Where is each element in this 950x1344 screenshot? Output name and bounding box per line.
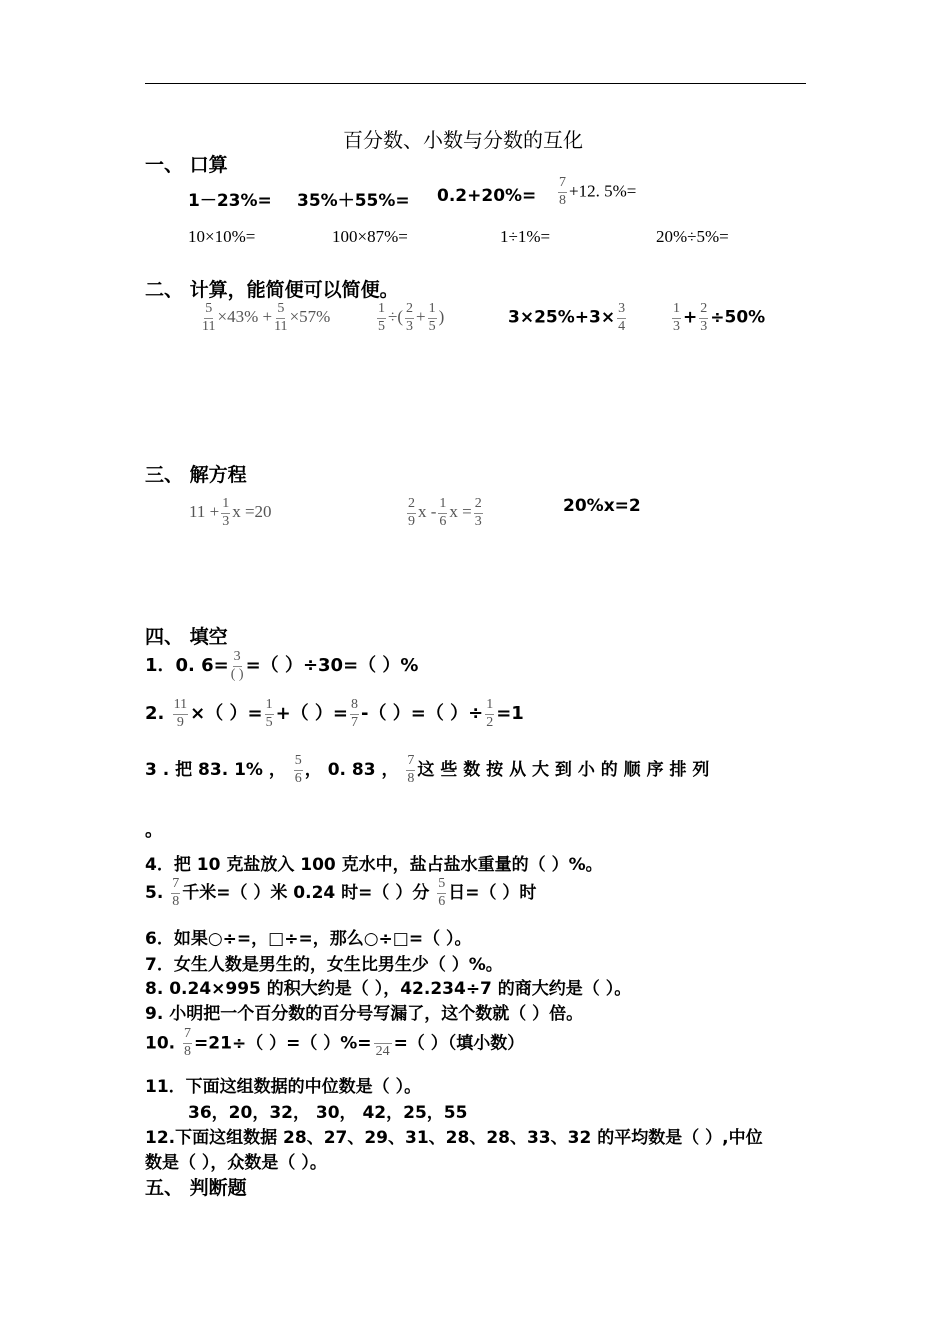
section-2-heading: 二、 计算，能简便可以简便。 [145, 279, 399, 301]
fill-item-12-cont: 数是（ ），众数是（ ）。 [145, 1153, 327, 1173]
equation-2: $\frac{2}{9}$ x - $\frac{1}{6}$ x = $\frac{2}{3}$ [408, 496, 482, 529]
section-1-heading: 一、 口算 [145, 154, 228, 176]
fill-item-1: 1．0. 6= $\frac{3}{( )}$ =（ ）÷30=（ ）% [145, 649, 419, 682]
oral-2: 35%＋55%= [297, 191, 410, 211]
section-5-heading: 五、 判断题 [145, 1177, 247, 1199]
section-3-heading: 三、 解方程 [145, 464, 247, 486]
fill-item-3-tail: 。 [145, 820, 163, 841]
fill-item-11: 11．下面这组数据的中位数是（ ）。 [145, 1077, 422, 1097]
fill-item-7: 7．女生人数是男生的，女生比男生少（ ）%。 [145, 955, 503, 975]
section-4-heading: 四、 填空 [145, 626, 228, 648]
fill-item-12: 12.下面这组数据 28、27、29、31、28、28、33、32 的平均数是（ ）,中位 [145, 1128, 763, 1148]
fill-item-2: 2. $\frac{11}{9}$ ×（ ）= $\frac{1}{5}$ +（ ）= $\frac{8}{7}$ -（ ）=（ ）÷ $\frac{1}{2}$ =1 [145, 697, 524, 730]
fill-item-9: 9. 小明把一个百分数的百分号写漏了，这个数就（ ）倍。 [145, 1004, 584, 1024]
oral-3: 0.2+20%= [437, 186, 537, 206]
fill-item-4: 4．把 10 克盐放入 100 克水中，盐占盐水重量的（ ）%。 [145, 855, 603, 875]
calc-3: 3×25%+3× $\frac{3}{4}$ [508, 301, 626, 334]
calc-2: $\frac{1}{5}$ ÷( $\frac{2}{3}$ + $\frac{1}{5}$ ) [378, 301, 445, 334]
calc-1: $\frac{5}{11}$ ×43% + $\frac{5}{11}$ ×57% [202, 301, 331, 334]
fill-item-5: 5. $\frac{7}{8}$ 千米=（ ）米 0.24 时=（ ）分 $\frac{5}{6}$ 日=（ ）时 [145, 876, 537, 909]
oral-8: 20%÷5%= [656, 227, 729, 246]
equation-3: 20%x=2 [563, 496, 641, 516]
fill-item-10: 10. $\frac{7}{8}$ =21÷（ ）=（ ）%= 24 =（ ）（填小数） [145, 1026, 525, 1059]
oral-6: 100×87%= [332, 227, 408, 246]
oral-5: 10×10%= [188, 227, 256, 246]
fraction: $\frac{7}{8}$ [559, 175, 566, 208]
page-title: 百分数、小数与分数的互化 [343, 128, 583, 152]
oral-7: 1÷1%= [500, 227, 551, 246]
header-rule [145, 83, 806, 84]
oral-4: $\frac{7}{8}$ +12. 5%= [559, 175, 637, 208]
oral-1: 1－23%= [188, 191, 272, 211]
fill-item-11-data: 36，20，32， 30， 42，25，55 [188, 1103, 468, 1123]
calc-4: $\frac{1}{3}$ + $\frac{2}{3}$ ÷50% [673, 301, 766, 334]
fill-item-3: 3 . 把 83. 1% ， $\frac{5}{6}$ ， 0. 83 ， $\frac{7}{8}$ 这 些 数 按 从 大 到 小 的 顺 序 排 列 [145, 753, 710, 786]
equation-1: 11 + $\frac{1}{3}$ x =20 [189, 496, 272, 529]
fill-item-8: 8. 0.24×995 的积大约是（ ），42.234÷7 的商大约是（ ）。 [145, 979, 632, 999]
fill-item-6: 6．如果○÷=，□÷=，那么○÷□=（ ）。 [145, 929, 472, 949]
